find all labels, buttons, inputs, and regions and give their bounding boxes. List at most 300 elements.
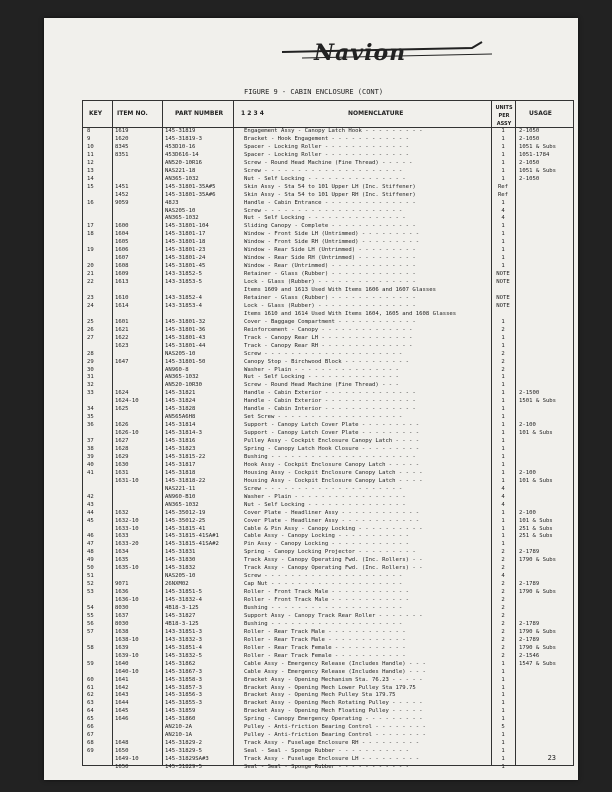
key-cell: 14 [87, 175, 94, 182]
nomenclature-cell: Lock - Glass (Rubber) - - - - - - - - - - - - - - - [244, 302, 416, 309]
col-part: PART NUMBER [175, 110, 224, 117]
table-row [83, 359, 573, 367]
part-number-cell: 145-31857-3 [165, 684, 203, 691]
usage-cell: 1501 & Subs [519, 398, 557, 405]
units-cell: 1 [501, 382, 505, 389]
table-row [83, 374, 573, 382]
part-number-cell: 145-31801-45 [165, 263, 206, 270]
units-cell: 1 [501, 668, 505, 675]
table-row [83, 215, 573, 223]
usage-cell: 2-1789 [519, 549, 540, 556]
part-number-cell: 145-31823 [165, 446, 196, 452]
units-cell: 2 [501, 612, 505, 619]
key-cell: 68 [87, 740, 94, 747]
item-number-cell: 1613 [115, 279, 129, 286]
item-number-cell: 1648 [115, 740, 129, 747]
nomenclature-cell: Screw - Round Head Machine (Fine Thread) - - - [244, 382, 399, 389]
nomenclature-cell: Housing Assy - Cockpit Enclosure Canopy Latch - - - - [244, 477, 423, 484]
table-row [83, 716, 573, 724]
key-cell: 35 [87, 414, 94, 421]
table-row [83, 470, 573, 478]
part-number-cell: 143-31853-5 [165, 279, 203, 286]
units-cell: 2 [501, 620, 505, 627]
nomenclature-cell: Handle - Cabin Exterior - - - - - - - - - - - - - - [244, 398, 416, 405]
nomenclature-cell: Cable Assy - Emergency Release (Includes Handle) - - - [244, 660, 426, 667]
part-number-cell: 145-31829-5 [165, 764, 203, 770]
nomenclature-cell: Bracket Assy - Opening Mech Floating Pulley - - - - - [244, 708, 423, 715]
table-row [83, 176, 573, 184]
key-cell: 50 [87, 565, 94, 572]
key-cell: 12 [87, 159, 94, 166]
key-cell: 41 [87, 469, 94, 476]
nomenclature-cell: Handle - Cabin Exterior - - - - - - - - - - - - - - [244, 390, 416, 397]
key-cell: 67 [87, 732, 94, 739]
part-number-cell: 145-31814 [165, 422, 196, 429]
item-number-cell: 1642 [115, 684, 129, 691]
key-cell: 59 [87, 660, 94, 667]
units-cell: 1 [501, 398, 505, 405]
nomenclature-cell: Track Assy - Fuselage Enclosure RH - - - - - - - - - [244, 740, 420, 747]
item-number-cell: 1604 [115, 231, 129, 238]
part-number-cell: NAS221-11 [165, 485, 196, 492]
table-row [83, 526, 573, 534]
nomenclature-cell: Bracket Assy - Opening Mech Pulley Sta 179.75 [244, 692, 396, 699]
table-row [83, 708, 573, 716]
table-row [83, 756, 573, 764]
usage-cell: 2-1789 [519, 581, 540, 588]
table-row [83, 367, 573, 375]
nomenclature-cell: Nut - Self Locking - - - - - - - - - - - - - - - [244, 175, 406, 182]
units-cell: Ref [497, 183, 509, 190]
units-cell: 1 [501, 469, 505, 476]
table-row [83, 565, 573, 573]
item-number-cell: 1621 [115, 326, 129, 333]
usage-cell: 1051 & Subs [519, 143, 557, 150]
item-number-cell: 1634 [115, 549, 129, 556]
part-number-cell: 143-31853-4 [165, 302, 203, 309]
table-row [83, 438, 573, 446]
nomenclature-cell: Bracket Assy - Opening Mech Rotating Pulley - - - - - [244, 700, 423, 707]
usage-cell: 2-100 [519, 509, 536, 516]
item-number-cell: 1609 [115, 271, 129, 278]
nomenclature-cell: Bracket Assy - Opening Mechanism Sta. 76.23 - - - - - [244, 676, 423, 683]
nomenclature-cell: Bracket Assy - Opening Mech Lower Pulley Sta 179.75 [244, 684, 416, 691]
units-cell: NOTE [496, 302, 510, 309]
nomenclature-cell: Roller - Front Track Male - - - - - - - - - - - - [244, 597, 410, 604]
item-number-cell: 1626 [115, 422, 129, 429]
nomenclature-cell: Window - Rear (Untrimmed) - - - - - - - - - - - - - [244, 263, 416, 270]
units-cell: 1 [501, 406, 505, 413]
table-row [83, 263, 573, 271]
units-cell: NOTE [496, 279, 510, 286]
key-cell: 8 [87, 128, 91, 134]
item-number-cell: 1626-10 [115, 430, 139, 437]
nomenclature-cell: Roller - Front Track Male - - - - - - - - - - - - [244, 589, 410, 596]
table-row [83, 351, 573, 359]
part-number-cell: 145-31851-5 [165, 589, 203, 596]
nomenclature-cell: Pulley - Anti-friction Bearing Control - - - - - - - - [244, 724, 426, 731]
usage-cell: 2-100 [519, 469, 536, 476]
item-number-cell: 1640 [115, 660, 129, 667]
part-number-cell: NAS205-10 [165, 350, 196, 357]
table-row [83, 168, 573, 176]
table-row [83, 208, 573, 216]
part-number-cell: 145-31801-18 [165, 239, 206, 246]
usage-cell: 2-1050 [519, 159, 540, 166]
part-number-cell: 145-31817 [165, 461, 196, 468]
item-number-cell: 1631 [115, 469, 129, 476]
units-cell: 2 [501, 358, 505, 365]
nomenclature-cell: Nut - Self Locking - - - - - - - - - - - - - - - [244, 215, 406, 222]
table-row [83, 677, 573, 685]
part-number-cell: 145-31829-5 [165, 748, 203, 755]
table-row [83, 414, 573, 422]
part-number-cell: 145-31862 [165, 660, 196, 667]
item-number-cell: 1644 [115, 700, 129, 707]
units-cell: 1 [501, 430, 505, 437]
item-number-cell: 1638-10 [115, 636, 139, 643]
nomenclature-cell: Spacer - Locking Roller - - - - - - - - - - - - - [244, 143, 410, 150]
col-nomenclature: NOMENCLATURE [348, 110, 404, 117]
part-number-cell: 145-31819 [165, 128, 196, 134]
key-cell: 38 [87, 446, 94, 452]
table-row [83, 192, 573, 200]
key-cell: 34 [87, 406, 94, 413]
nomenclature-cell: Roller - Rear Track Male - - - - - - - - - - - - [244, 636, 406, 643]
table-row [83, 478, 573, 486]
units-cell: 2 [501, 366, 505, 373]
key-cell: 37 [87, 438, 94, 445]
key-cell: 27 [87, 334, 94, 341]
units-cell: 1 [501, 533, 505, 540]
table-row [83, 454, 573, 462]
logo-text: Navion [314, 40, 407, 66]
table-row [83, 271, 573, 279]
part-number-cell: 4B18-3-125 [165, 620, 199, 627]
nomenclature-cell: Cover Plate - Headliner Assy - - - - - - - - - - - - [244, 509, 420, 516]
part-number-cell: AN365-1032 [165, 215, 199, 222]
part-number-cell: 453D10-16 [165, 143, 196, 150]
item-number-cell: 1640-10 [115, 668, 139, 675]
item-number-cell: 1639-10 [115, 652, 139, 659]
key-cell: 19 [87, 247, 94, 254]
table-row [83, 494, 573, 502]
part-number-cell: NAS205-10 [165, 573, 196, 580]
part-number-cell: 145-31815-41SA#2 [165, 541, 219, 548]
units-cell: 2 [501, 644, 505, 651]
usage-cell: 2-1050 [519, 128, 540, 134]
nomenclature-cell: Washer - Plain - - - - - - - - - - - - - - - - [244, 366, 399, 373]
usage-cell: 1051-1784 [519, 151, 550, 158]
table-row [83, 390, 573, 398]
part-number-cell: AN210-1A [165, 732, 192, 739]
table-row [83, 422, 573, 430]
part-number-cell: 145-31815-41 [165, 525, 206, 532]
units-cell: 1 [501, 740, 505, 747]
key-cell: 42 [87, 493, 94, 500]
table-row [83, 629, 573, 637]
units-cell: 1 [501, 700, 505, 707]
nomenclature-cell: Screw - - - - - - - - - - - - - - - - - - - - - [244, 207, 403, 214]
key-cell: 22 [87, 279, 94, 286]
part-number-cell: 145-31858-3 [165, 676, 203, 683]
key-cell: 17 [87, 223, 94, 230]
usage-cell: 1051 & Subs [519, 167, 557, 174]
part-number-cell: AN520-10R30 [165, 382, 203, 389]
nomenclature-cell: Set Screw - - - - - - - - - - - - - - - - - - - [244, 414, 403, 421]
key-cell: 29 [87, 358, 94, 365]
key-cell: 28 [87, 350, 94, 357]
item-number-cell: 8030 [115, 620, 129, 627]
nomenclature-cell: Screw - Round Head Machine (Fine Thread) - - - - - [244, 159, 413, 166]
key-cell: 62 [87, 692, 94, 699]
table-row [83, 486, 573, 494]
units-cell: 2 [501, 605, 505, 611]
part-number-cell: 48J3 [165, 199, 179, 206]
part-number-cell: AN365-1032 [165, 501, 199, 508]
nomenclature-cell: Roller - Rear Track Female - - - - - - - - - - - [244, 652, 406, 659]
units-cell: NOTE [496, 294, 510, 301]
table-row [83, 430, 573, 438]
table-row [83, 748, 573, 756]
table-row [83, 661, 573, 669]
units-cell: 1 [501, 660, 505, 667]
table-row [83, 343, 573, 351]
nomenclature-cell: Window - Rear Side LH (Untrimmed) - - - - - - - - - [244, 247, 416, 254]
item-number-cell: 1635-10 [115, 565, 139, 572]
nomenclature-cell: Support Assy - Canopy Track Rear Roller - - - - - - - [244, 612, 423, 619]
table-row [83, 764, 573, 772]
nomenclature-cell: Retainer - Glass (Rubber) - - - - - - - - - - - - - [244, 294, 416, 301]
units-cell: 1 [501, 422, 505, 429]
part-number-cell: 145-31815-41SA#1 [165, 533, 219, 540]
parts-table [82, 100, 574, 770]
item-number-cell: 1633-20 [115, 541, 139, 548]
part-number-cell: 143-31832-3 [165, 636, 203, 643]
table-row [83, 732, 573, 740]
nomenclature-cell: Bushing - - - - - - - - - - - - - - - - - - - - [244, 620, 403, 627]
nomenclature-cell: Bushing - - - - - - - - - - - - - - - - - - - - [244, 605, 403, 611]
nomenclature-cell: Canopy Stop - Birchwood Block - - - - - - - - - - [244, 358, 410, 365]
key-cell: 54 [87, 605, 94, 611]
item-number-cell: 1614 [115, 302, 129, 309]
units-cell: 2 [501, 565, 505, 572]
table-row [83, 398, 573, 406]
key-cell: 13 [87, 167, 94, 174]
usage-cell: 101 & Subs [519, 430, 553, 437]
part-number-cell: 145-31818 [165, 469, 196, 476]
key-cell: 44 [87, 509, 94, 516]
part-number-cell: 26NXM02 [165, 581, 189, 588]
units-cell: 1 [501, 708, 505, 715]
item-number-cell: 1636-10 [115, 597, 139, 604]
part-number-cell: 143-31852-4 [165, 294, 203, 301]
key-cell: 21 [87, 271, 94, 278]
part-number-cell: AN960-8 [165, 366, 189, 373]
units-cell: 1 [501, 167, 505, 174]
units-cell: 1 [501, 446, 505, 452]
table-row [83, 502, 573, 510]
table-row [83, 621, 573, 629]
figure-title: FIGURE 9 - CABIN ENCLOSURE (CONT) [244, 88, 384, 96]
part-number-cell: 145-31829SA#3 [165, 756, 209, 763]
part-number-cell: 145-31801-35A#5 [165, 183, 216, 190]
nomenclature-cell: Washer - Plain - - - - - - - - - - - - - - - - - [244, 493, 406, 500]
item-number-cell: 9071 [115, 581, 129, 588]
part-number-cell: 145-31816 [165, 438, 196, 445]
item-number-cell: 8030 [115, 605, 129, 611]
key-cell: 43 [87, 501, 94, 508]
key-cell: 51 [87, 573, 94, 580]
units-cell: 1 [501, 414, 505, 421]
table-row [83, 700, 573, 708]
part-number-cell: 145-31801-17 [165, 231, 206, 238]
part-number-cell: AN365-1032 [165, 374, 199, 381]
table-row [83, 549, 573, 557]
part-number-cell: 145-31801-32 [165, 318, 206, 325]
nomenclature-cell: Screw - - - - - - - - - - - - - - - - - - - - - [244, 485, 403, 492]
units-cell: 1 [501, 255, 505, 262]
key-cell: 55 [87, 612, 94, 619]
item-number-cell: 1631-10 [115, 477, 139, 484]
table-row [83, 279, 573, 287]
item-number-cell: 1625 [115, 406, 129, 413]
part-number-cell: 145-35012-19 [165, 509, 206, 516]
nomenclature-cell: Track - Canopy Rear LH - - - - - - - - - - - - - - [244, 334, 413, 341]
nomenclature-cell: Spring - Canopy Emergency Operating - - - - - - - - - [244, 716, 423, 723]
units-cell: 1 [501, 247, 505, 254]
item-number-cell: 1451 [115, 183, 129, 190]
item-number-cell: 1645 [115, 708, 129, 715]
units-cell: 1 [501, 732, 505, 739]
table-row [83, 605, 573, 613]
table-row [83, 255, 573, 263]
col-item: ITEM NO. [117, 110, 148, 117]
units-cell: 2 [501, 589, 505, 596]
item-number-cell: 1601 [115, 318, 129, 325]
key-cell: 31 [87, 374, 94, 381]
part-number-cell: 145-31824 [165, 398, 196, 405]
key-cell: 56 [87, 620, 94, 627]
part-number-cell: 145-31831 [165, 549, 196, 556]
nomenclature-cell: Housing Assy - Cockpit Enclosure Canopy Latch - - - - [244, 469, 423, 476]
item-number-cell: 1624 [115, 390, 129, 397]
nomenclature-cell: Sliding Canopy - Complete - - - - - - - - - - - - - [244, 223, 416, 230]
units-cell: 1 [501, 684, 505, 691]
part-number-cell: 145-31801-50 [165, 358, 206, 365]
part-number-cell: AN365-1032 [165, 175, 199, 182]
units-cell: 4 [501, 207, 505, 214]
table-row [83, 247, 573, 255]
table-row [83, 128, 573, 136]
key-cell: 33 [87, 390, 94, 397]
part-number-cell: 145-31821 [165, 390, 196, 397]
units-cell: 1 [501, 477, 505, 484]
part-number-cell: 145-31855-3 [165, 700, 203, 707]
item-number-cell: 1623 [115, 342, 129, 349]
table-row [83, 303, 573, 311]
units-cell: 1 [501, 748, 505, 755]
part-number-cell: 145-31860 [165, 716, 196, 723]
units-cell: 1 [501, 764, 505, 770]
item-number-cell: 1624-10 [115, 398, 139, 405]
nomenclature-cell: Seal - Seal - Sponge Rubber - - - - - - - - - - - [244, 764, 410, 770]
nomenclature-cell: Window - Front Side RH (Untrimmed) - - - - - - - - - [244, 239, 420, 246]
table-row [83, 613, 573, 621]
units-cell: 1 [501, 223, 505, 230]
table-row [83, 510, 573, 518]
part-number-cell: 145-31819-3 [165, 135, 203, 142]
units-cell: 1 [501, 716, 505, 723]
usage-cell: 2-1789 [519, 620, 540, 627]
usage-cell: 2-1050 [519, 135, 540, 142]
units-cell: Ref [497, 191, 509, 198]
key-cell: 69 [87, 748, 94, 755]
nomenclature-cell: Items 1610 and 1614 Used With Items 1604, 1605 and 1608 Glasses [244, 310, 457, 317]
key-cell: 40 [87, 461, 94, 468]
nomenclature-cell: Track Assy - Canopy Operating Fwd. (Inc. Rollers) - - [244, 565, 423, 572]
item-number-cell: 1637 [115, 612, 129, 619]
item-number-cell: 1619 [115, 128, 129, 134]
usage-cell: 2-1789 [519, 636, 540, 643]
key-cell: 53 [87, 589, 94, 596]
item-number-cell: 1628 [115, 446, 129, 452]
units-cell: NOTE [496, 271, 510, 278]
key-cell: 10 [87, 143, 94, 150]
nomenclature-cell: Spring - Canopy Locking Projector - - - - - - - - - [244, 549, 416, 556]
units-cell: 2 [501, 597, 505, 604]
key-cell: 58 [87, 644, 94, 651]
nomenclature-cell: Hook Assy - Cockpit Enclosure Canopy Latch - - - - - [244, 461, 420, 468]
nomenclature-cell: Reinforcement - Canopy - - - - - - - - - - - - - - [244, 326, 413, 333]
part-number-cell: 145-31801-44 [165, 342, 206, 349]
item-number-cell: 1630 [115, 461, 129, 468]
table-row [83, 311, 573, 319]
usage-cell: 2-1546 [519, 652, 540, 659]
table-row [83, 518, 573, 526]
table-row [83, 533, 573, 541]
nomenclature-cell: Roller - Rear Track Male - - - - - - - - - - - - [244, 628, 406, 635]
key-cell: 60 [87, 676, 94, 683]
units-cell: 1 [501, 517, 505, 524]
nomenclature-cell: Handle - Cabin Entrance - - - - - - - - - - - - - - [244, 199, 416, 206]
units-cell: 4 [501, 493, 505, 500]
item-number-cell: 1627 [115, 438, 129, 445]
units-cell: 1 [501, 525, 505, 532]
item-number-cell: 1650 [115, 748, 129, 755]
usage-cell: 1547 & Subs [519, 660, 557, 667]
item-number-cell: 8351 [115, 151, 129, 158]
item-number-cell: 1452 [115, 191, 129, 198]
units-cell: 5 [501, 724, 505, 731]
nomenclature-cell: Spacer - Locking Roller - - - - - - - - - - - - - [244, 151, 410, 158]
col-usage: USAGE [529, 110, 552, 117]
table-row [83, 160, 573, 168]
units-cell: 1 [501, 692, 505, 699]
table-row [83, 589, 573, 597]
table-row [83, 597, 573, 605]
key-cell: 32 [87, 382, 94, 389]
part-number-cell: 143-31852-5 [165, 271, 203, 278]
table-row [83, 144, 573, 152]
nomenclature-cell: Nut - Self Locking - - - - - - - - - - - - - - - [244, 501, 406, 508]
table-row [83, 287, 573, 295]
key-cell: 48 [87, 549, 94, 556]
units-cell: 4 [501, 501, 505, 508]
nomenclature-cell: Retainer - Glass (Rubber) - - - - - - - - - - - - - [244, 271, 416, 278]
units-cell: 1 [501, 541, 505, 548]
item-number-cell: 1632 [115, 509, 129, 516]
